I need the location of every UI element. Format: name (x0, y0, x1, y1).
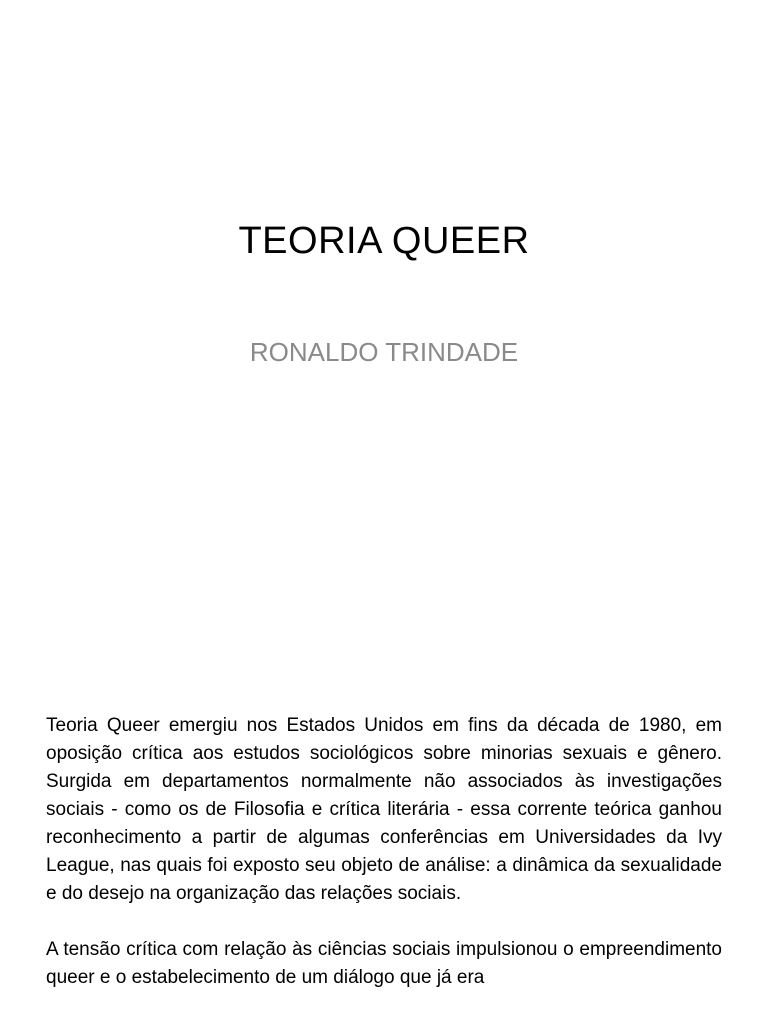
paragraph-2: A tensão crítica com relação às ciências sociais impulsionou o empreendimento queer e o estabelecimento de um diálogo que já era (46, 939, 722, 988)
body-text (46, 712, 722, 1020)
paragraph-1: Teoria Queer emergiu nos Estados Unidos em fins da década de 1980, em oposição crítica aos estudos sociológicos sobre minorias sexuais e gênero. Surgida em departamentos normalmente não associados às investigações sociais - como os de Filosofia e crítica literária - essa corrente teórica ganhou reconhecimento a partir de algumas conferências em Universidades da Ivy League, nas quais foi exposto seu objeto de análise: a dinâmica da sexualidade e do desejo na organização das relações sociais. (46, 715, 722, 904)
author-name: RONALDO TRINDADE (249, 337, 519, 367)
page-title: TEORIA QUEER (238, 220, 530, 262)
